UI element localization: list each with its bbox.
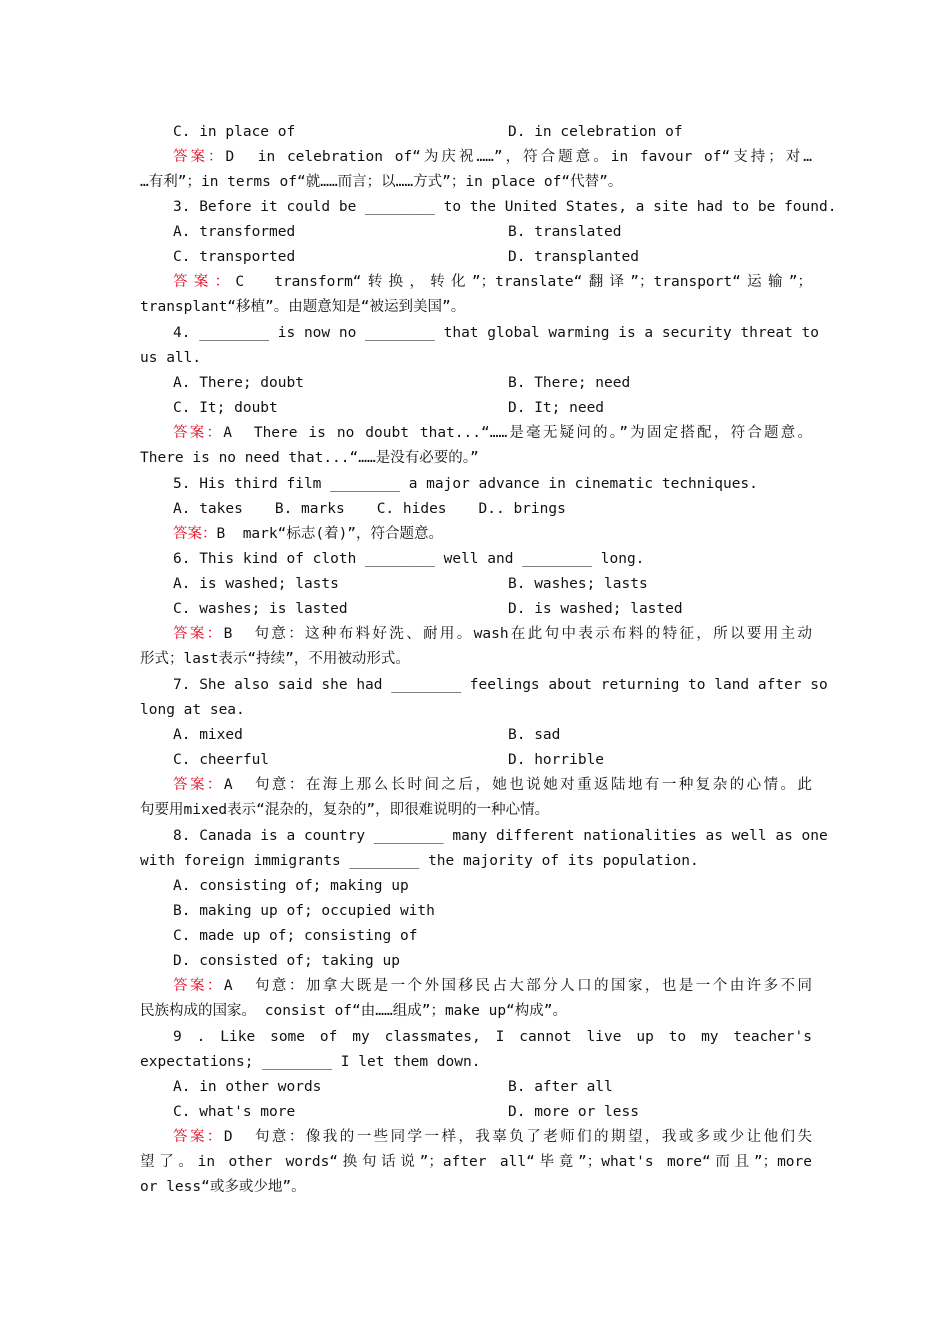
- q6-option-c: C. washes; is lasted: [173, 601, 348, 617]
- q3-option-b: B. translated: [508, 224, 622, 240]
- q3-answer-line-1: [173, 270, 812, 295]
- q8-option-d: D. consisted of; taking up: [173, 953, 400, 969]
- answer-text: D 句意：像我的一些同学一样，我辜负了老师们的期望，我或多或少让他们失: [223, 1129, 813, 1145]
- answer-label: 答案：: [173, 1129, 224, 1145]
- q3-option-d: D. transplanted: [508, 249, 639, 265]
- q9-option-d: D. more or less: [508, 1104, 639, 1120]
- answer-text: C transform“转换，转化”；translate“翻译”；transport“运输”；: [235, 274, 812, 290]
- q6-option-a: A. is washed; lasts: [173, 576, 339, 592]
- q7-stem-line-2: long at sea.: [140, 702, 245, 718]
- q9-answer-line-1: [173, 1125, 812, 1150]
- q2-answer-line-1: [173, 145, 812, 170]
- answer-label: 答案：: [173, 978, 224, 994]
- q8-option-a: A. consisting of; making up: [173, 878, 409, 894]
- q9-answer-line-2: 望了。in other words“换句话说”；after all“毕竟”；what's more“而且”；more: [140, 1154, 812, 1170]
- q9-answer-line-3: or less“或多或少地”。: [140, 1179, 306, 1195]
- answer-text: A 句意：加拿大既是一个外国移民占大部分人口的国家，也是一个由许多不同: [223, 978, 813, 994]
- q6-stem: 6. This kind of cloth ________ well and ________ long.: [173, 551, 645, 567]
- answer-text: A 句意：在海上那么长时间之后，她也说她对重返陆地有一种复杂的心情。此: [223, 777, 813, 793]
- q7-stem-line-1: 7. She also said she had ________ feelings about returning to land after so: [173, 677, 828, 693]
- q5-option-a: A. takes: [173, 501, 243, 517]
- q9-option-a: A. in other words: [173, 1079, 322, 1095]
- q5-option-d: D.. brings: [478, 501, 566, 517]
- answer-label: 答案：: [173, 526, 217, 542]
- answer-text: B mark“标志(着)”，符合题意。: [216, 526, 444, 542]
- q4-option-a: A. There; doubt: [173, 375, 304, 391]
- q2-option-c: C. in place of: [173, 124, 296, 140]
- q3-option-a: A. transformed: [173, 224, 296, 240]
- q5-option-c: C. hides: [376, 501, 447, 517]
- q5-option-b: B. marks: [274, 501, 345, 517]
- q6-option-d: D. is washed; lasted: [508, 601, 683, 617]
- q8-stem-line-1: 8. Canada is a country ________ many different nationalities as well as one: [173, 828, 828, 844]
- answer-text: D in celebration of“为庆祝……”，符合题意。in favour of“支持；对…: [225, 149, 813, 165]
- answer-text: A There is no doubt that...“……是毫无疑问的。”为固定搭配，符合题意。: [223, 425, 812, 441]
- q4-option-c: C. It; doubt: [173, 400, 278, 416]
- q4-option-d: D. It; need: [508, 400, 605, 416]
- q7-answer-line-2: 句要用mixed表示“混杂的，复杂的”，即很难说明的一种心情。: [140, 802, 550, 818]
- q9-option-c: C. what's more: [173, 1104, 296, 1120]
- q9-option-b: B. after all: [508, 1079, 613, 1095]
- q5-answer-line-1: [173, 522, 812, 547]
- q9-stem-line-1: 9 . Like some of my classmates, I cannot live up to my teacher's: [173, 1029, 812, 1045]
- q4-answer-line-2: There is no need that...“……是没有必要的。”: [140, 450, 479, 466]
- answer-text: B 句意：这种布料好洗、耐用。wash在此句中表示布料的特征，所以要用主动: [223, 626, 812, 642]
- q2-answer-line-2: …有利”；in terms of“就……而言；以……方式”；in place of“代替”。: [140, 174, 623, 190]
- q5-stem: 5. His third film ________ a major advance in cinematic techniques.: [173, 476, 758, 492]
- q2-option-d: D. in celebration of: [508, 124, 683, 140]
- q5-options: [173, 497, 812, 522]
- q7-option-d: D. horrible: [508, 752, 605, 768]
- answer-label: 答案：: [173, 274, 236, 290]
- q4-stem-line-2: us all.: [140, 350, 202, 366]
- q8-option-b: B. making up of; occupied with: [173, 903, 435, 919]
- q7-option-b: B. sad: [508, 727, 561, 743]
- q6-answer-line-2: 形式；last表示“持续”，不用被动形式。: [140, 651, 410, 667]
- q7-answer-line-1: [173, 773, 812, 798]
- q8-answer-line-2: 民族构成的国家。 consist of“由……组成”；make up“构成”。: [140, 1003, 568, 1019]
- q3-stem: 3. Before it could be ________ to the United States, a site had to be found.: [173, 199, 837, 215]
- q8-stem-line-2: with foreign immigrants ________ the majority of its population.: [140, 853, 699, 869]
- answer-label: 答案：: [173, 149, 226, 165]
- q8-answer-line-1: [173, 974, 812, 999]
- answer-label: 答案：: [173, 777, 224, 793]
- q8-option-c: C. made up of; consisting of: [173, 928, 418, 944]
- answer-label: 答案：: [173, 425, 224, 441]
- q4-option-b: B. There; need: [508, 375, 631, 391]
- q6-answer-line-1: [173, 622, 812, 647]
- answer-label: 答案：: [173, 626, 224, 642]
- q3-option-c: C. transported: [173, 249, 296, 265]
- q6-option-b: B. washes; lasts: [508, 576, 648, 592]
- q9-stem-line-2: expectations; ________ I let them down.: [140, 1054, 481, 1070]
- q7-option-a: A. mixed: [173, 727, 243, 743]
- q3-answer-line-2: transplant“移植”。由题意知是“被运到美国”。: [140, 299, 466, 315]
- q4-answer-line-1: [173, 421, 812, 446]
- q7-option-c: C. cheerful: [173, 752, 270, 768]
- q4-stem-line-1: 4. ________ is now no ________ that global warming is a security threat to: [173, 325, 820, 341]
